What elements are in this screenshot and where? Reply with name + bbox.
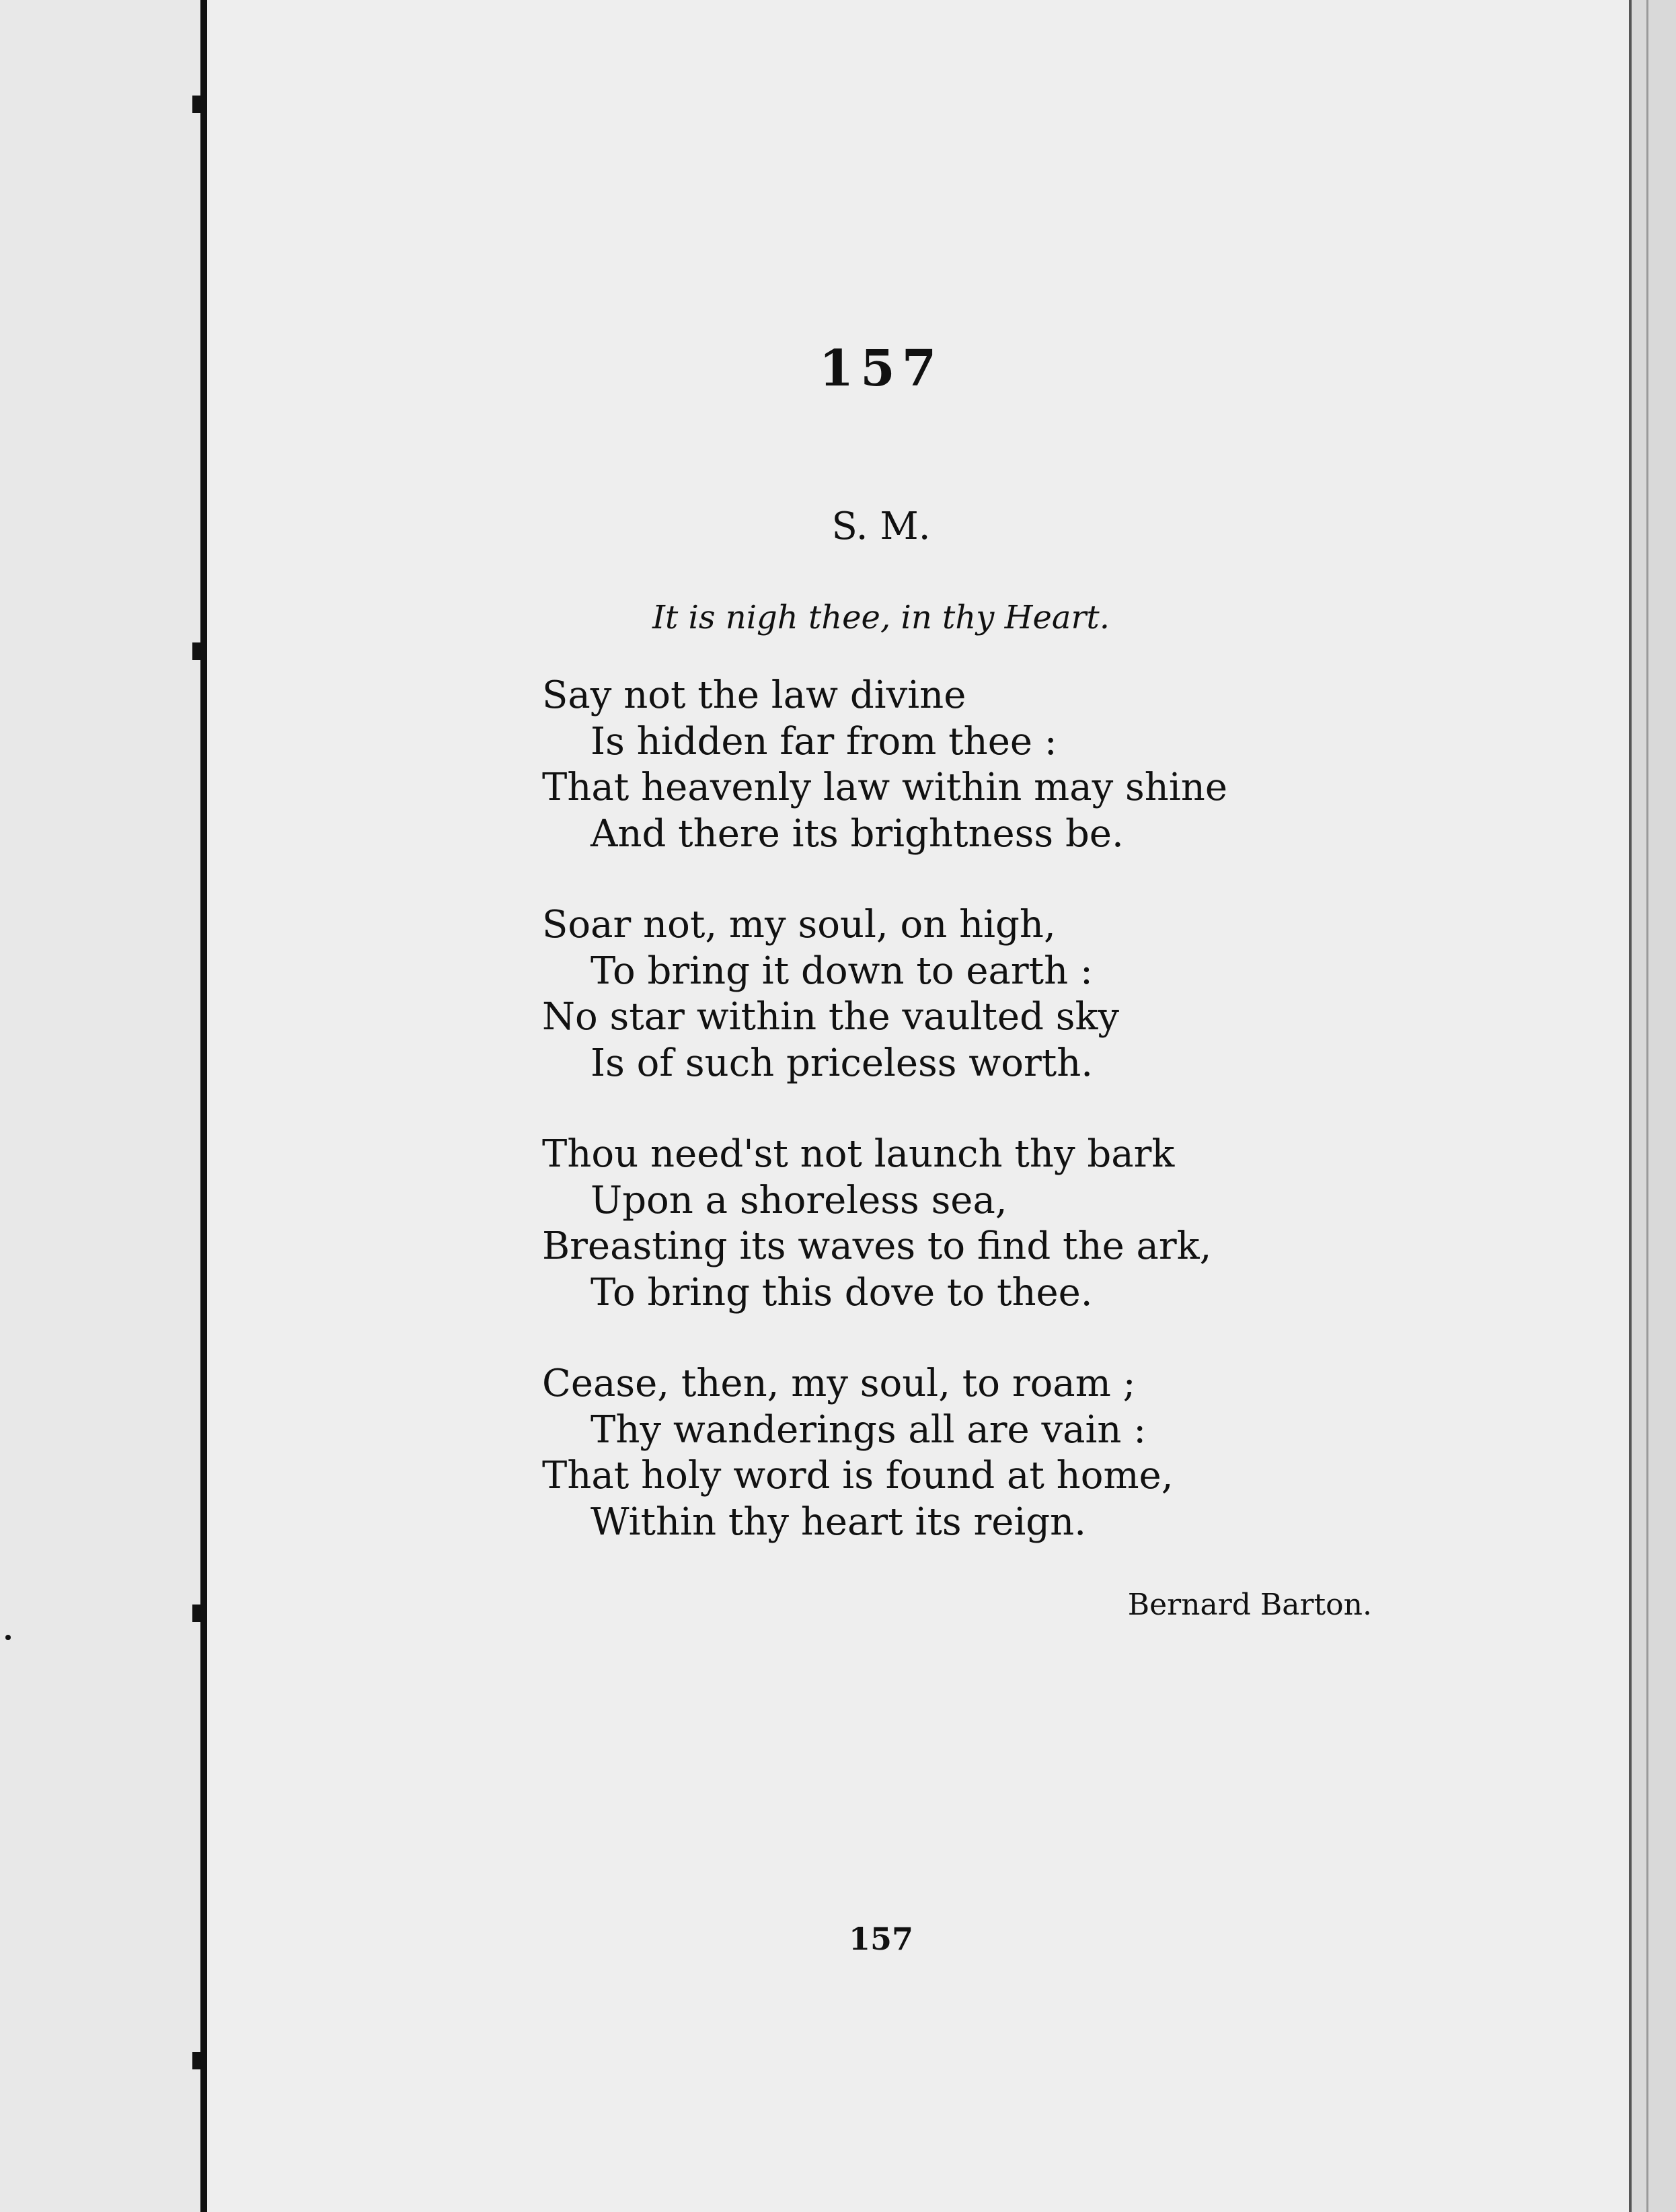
stanza-1 <box>542 673 1484 857</box>
binding-mark <box>192 642 207 660</box>
poem-line: That holy word is found at home, <box>542 1454 1174 1498</box>
binding-mark <box>192 1605 207 1622</box>
poem-line: Is of such priceless worth. <box>591 1041 1094 1085</box>
stanza-4 <box>542 1361 1484 1545</box>
page-edge <box>1629 0 1676 2212</box>
author-attribution: Bernard Barton. <box>1127 1588 1372 1622</box>
stanza-2 <box>542 902 1484 1086</box>
poem-line: To bring this dove to thee. <box>591 1270 1093 1315</box>
binding-edge <box>200 0 207 2212</box>
page-number: 157 <box>848 1921 914 1957</box>
hymn-number: 157 <box>818 340 944 398</box>
poem-line: No star within the vaulted sky <box>542 995 1120 1039</box>
stanza-3 <box>542 1132 1484 1316</box>
poem-line: Within thy heart its reign. <box>591 1500 1086 1544</box>
poem-line: Upon a shoreless sea, <box>591 1178 1007 1222</box>
scan-speck <box>5 1635 11 1640</box>
poem-line: Breasting its waves to find the ark, <box>542 1224 1212 1268</box>
poem-line: Thou need'st not launch thy bark <box>542 1132 1175 1176</box>
poem-line: Soar not, my soul, on high, <box>542 903 1056 947</box>
poem-line: To bring it down to earth : <box>591 949 1093 993</box>
epigraph: It is nigh thee, in thy Heart. <box>652 599 1110 636</box>
binding-mark <box>192 96 207 113</box>
poem-line: Is hidden far from thee : <box>591 719 1057 764</box>
page-edge-line <box>1646 0 1648 2212</box>
facing-page-margin <box>0 0 202 2212</box>
tune-name: S. M. <box>831 505 931 548</box>
poem-line: And there its brightness be. <box>591 811 1124 856</box>
poem-line: Thy wanderings all are vain : <box>591 1407 1147 1452</box>
poem-line: That heavenly law within may shine <box>542 766 1227 809</box>
poem-body <box>542 673 1484 1590</box>
binding-mark <box>192 2052 207 2069</box>
poem-line: Say not the law divine <box>542 673 966 717</box>
poem-line: Cease, then, my soul, to roam ; <box>542 1362 1136 1405</box>
